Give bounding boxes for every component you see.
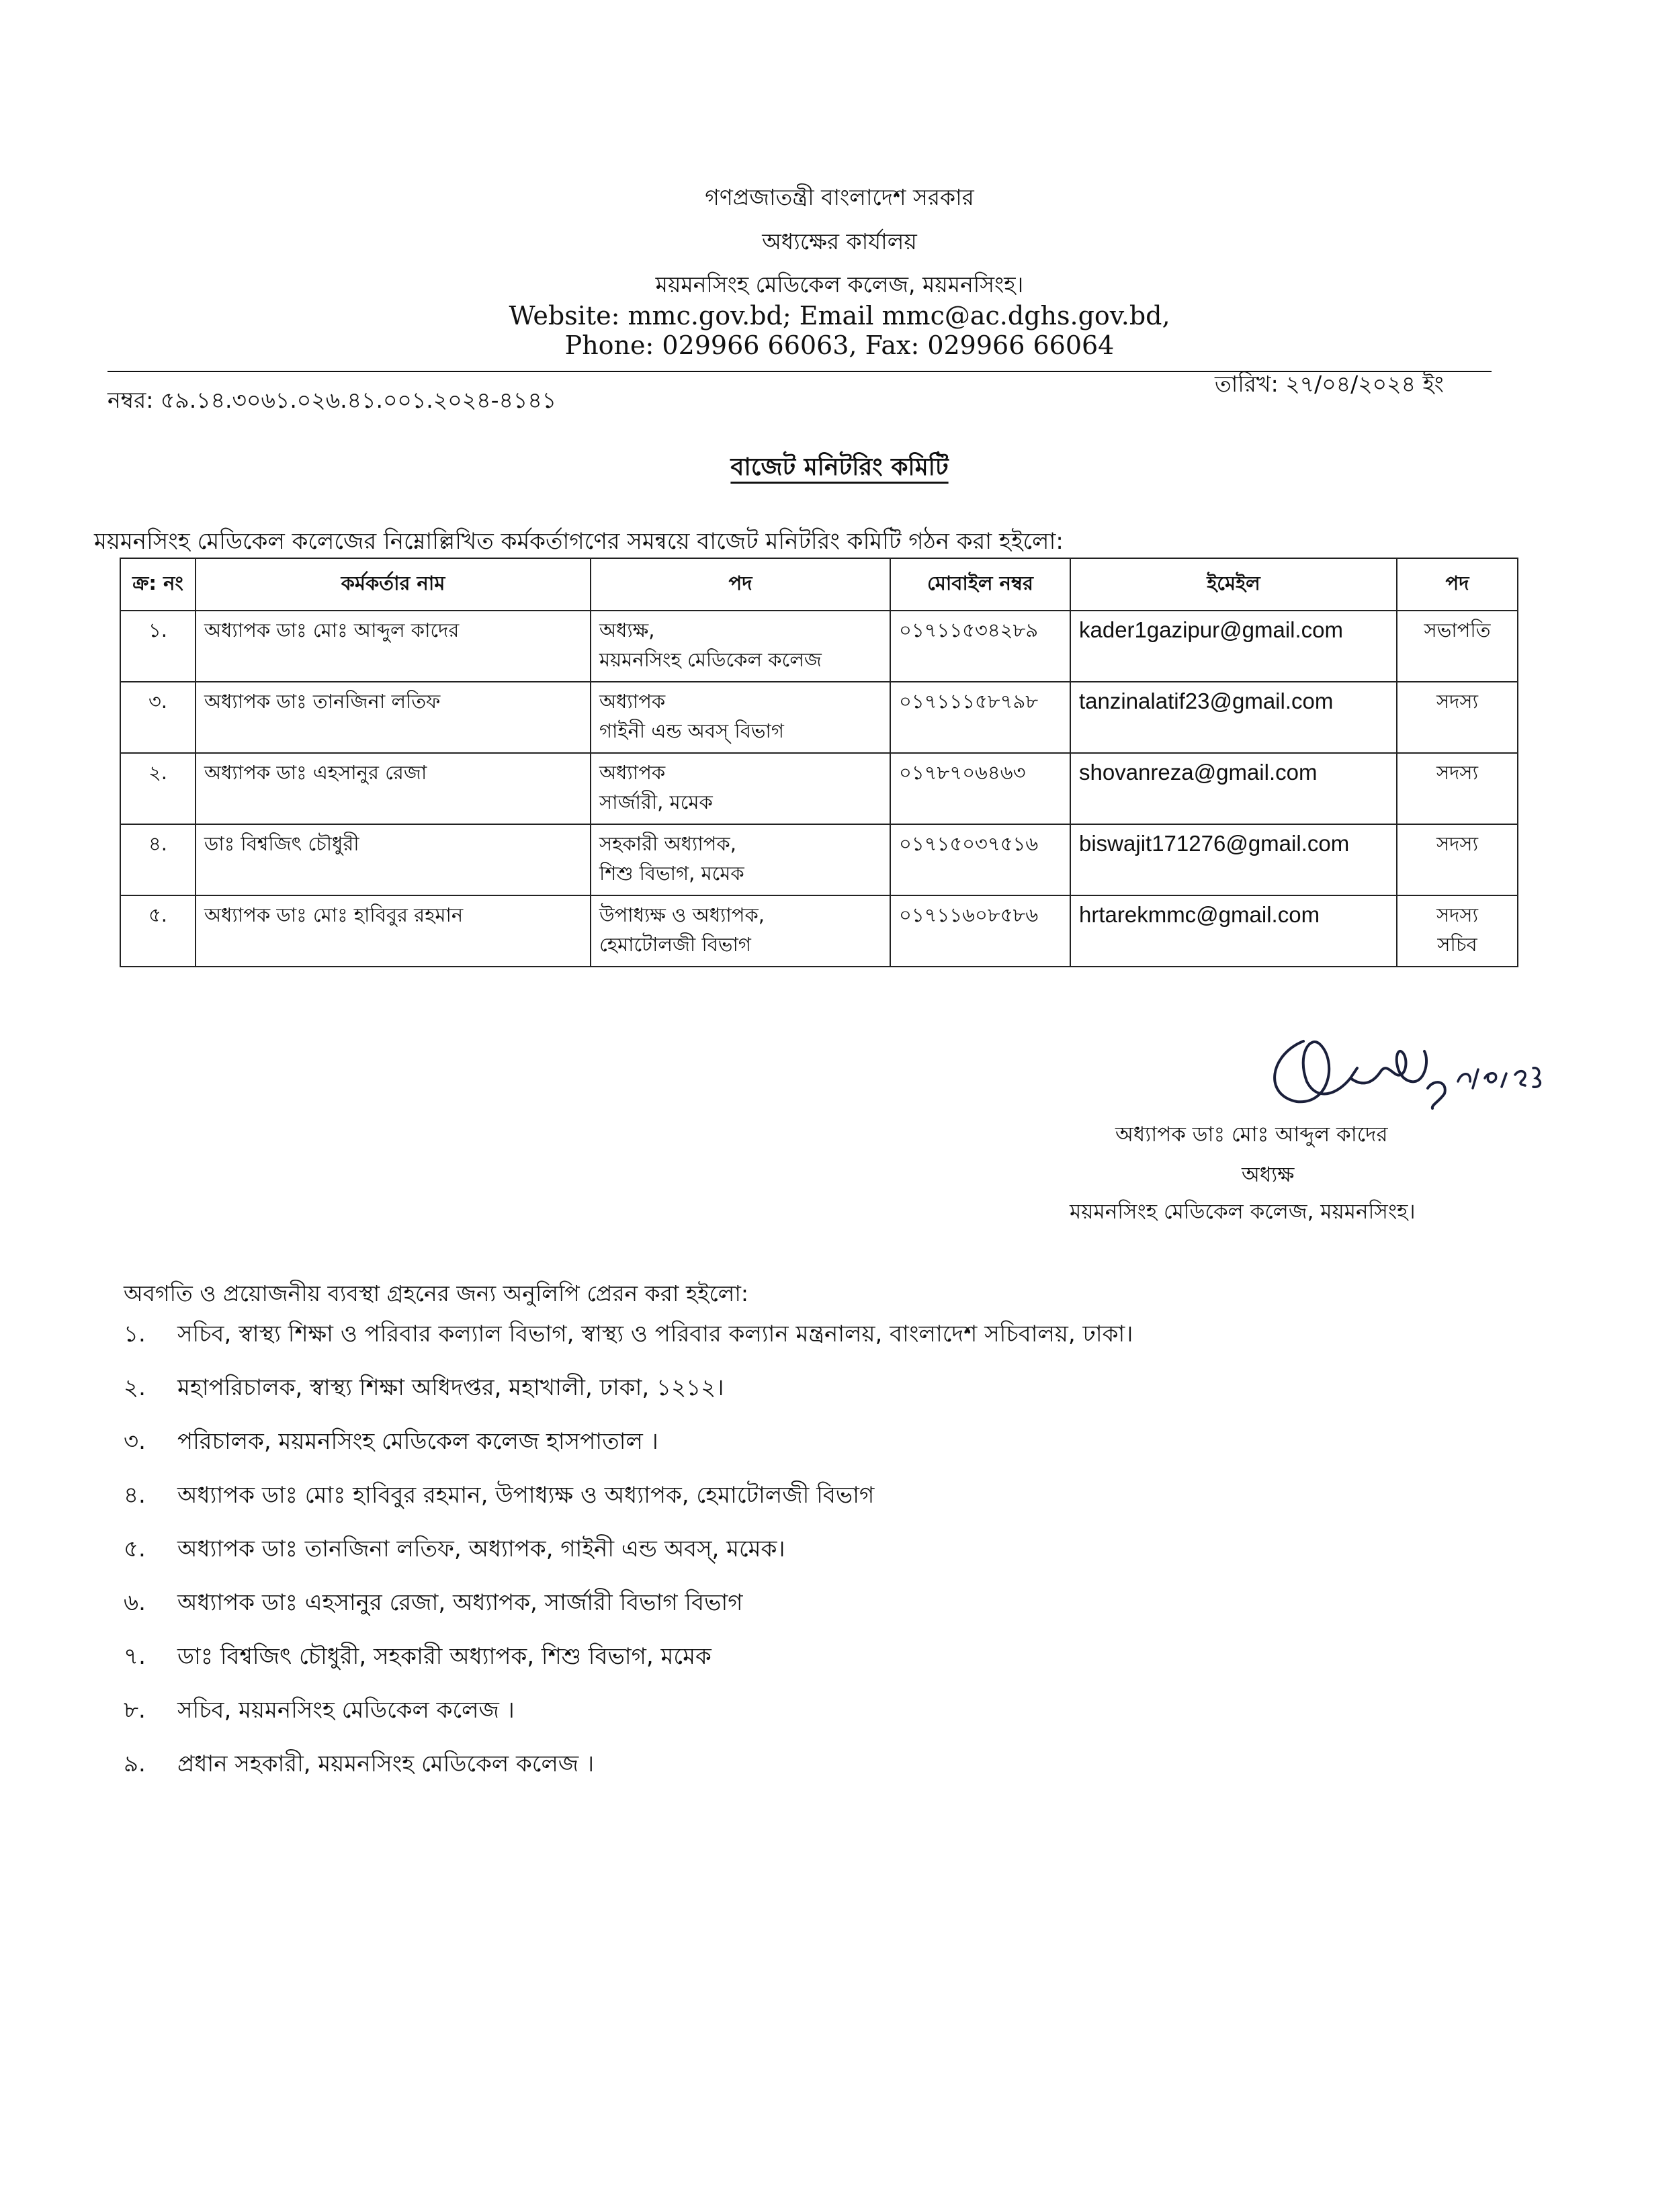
cell-post-line2: ময়মনসিংহ মেডিকেল কলেজ <box>599 648 822 671</box>
cell-name: অধ্যাপক ডাঃ মোঃ হাবিবুর রহমান <box>196 895 591 967</box>
header-line-phone: Phone: 029966 66063, Fax: 029966 66064 <box>564 330 1115 360</box>
cell-serial: ৪. <box>120 824 196 895</box>
cell-post <box>591 682 890 753</box>
memo-number: নম্বর: ৫৯.১৪.৩০৬১.০২৬.৪১.০০১.২০২৪-৪১৪১ <box>107 387 557 413</box>
header-email: ইমেইল <box>1070 558 1397 611</box>
list-item-number: ৭. <box>124 1643 146 1670</box>
cell-post-line2: শিশু বিভাগ, মমেক <box>599 862 744 885</box>
cell-name: অধ্যাপক ডাঃ এহসানুর রেজা <box>196 753 591 824</box>
cell-post-line1: সহকারী অধ্যাপক, <box>599 832 736 855</box>
list-item-number: ৩. <box>124 1428 146 1455</box>
cell-mobile: ০১৭৮৭০৬৪৬৩ <box>890 753 1070 824</box>
header-post: পদ <box>591 558 890 611</box>
header-serial: ক্র: নং <box>120 558 196 611</box>
cell-role <box>1397 682 1518 753</box>
cell-serial: ৩. <box>120 682 196 753</box>
list-item-number: ৬. <box>124 1589 146 1616</box>
cell-role <box>1397 895 1518 967</box>
header-name: কর্মকর্তার নাম <box>196 558 591 611</box>
list-item-text: অধ্যাপক ডাঃ তানজিনা লতিফ, অধ্যাপক, গাইনী এন্ড অবস্, মমেক। <box>177 1536 785 1562</box>
cell-post-line1: অধ্যাপক <box>599 761 666 784</box>
table-row <box>120 682 1518 753</box>
memo-date: তারিখ: ২৭/০৪/২০২৪ ইং <box>1215 371 1444 397</box>
list-item-text: পরিচালক, ময়মনসিংহ মেডিকেল কলেজ হাসপাতাল । <box>177 1428 658 1455</box>
table-row <box>120 824 1518 895</box>
list-item-number: ৮. <box>124 1697 146 1724</box>
handwritten-signature <box>1256 1014 1565 1122</box>
list-item-number: ৯. <box>124 1751 146 1777</box>
cell-role <box>1397 824 1518 895</box>
list-item-text: ডাঃ বিশ্বজিৎ চৌধুরী, সহকারী অধ্যাপক, শিশু বিভাগ, মমেক <box>177 1643 712 1670</box>
signatory-office: ময়মনসিংহ মেডিকেল কলেজ, ময়মনসিংহ। <box>1070 1200 1416 1224</box>
cell-serial: ২. <box>120 753 196 824</box>
cell-role-line1: সদস্য <box>1436 761 1478 784</box>
header-line-college: ময়মনসিংহ মেডিকেল কলেজ, ময়মনসিংহ। <box>655 271 1024 298</box>
list-item-text: মহাপরিচালক, স্বাস্থ্য শিক্ষা অধিদপ্তর, মহাখালী, ঢাকা, ১২১২। <box>177 1374 724 1401</box>
list-item-number: ১. <box>124 1321 146 1347</box>
cell-post-line2: গাইনী এন্ড অবস্ বিভাগ <box>599 719 784 742</box>
list-item-text: অধ্যাপক ডাঃ এহসানুর রেজা, অধ্যাপক, সার্জারী বিভাগ বিভাগ <box>177 1589 743 1616</box>
cell-post <box>591 895 890 967</box>
list-item-text: প্রধান সহকারী, ময়মনসিংহ মেডিকেল কলেজ । <box>177 1751 595 1777</box>
list-item-text: সচিব, ময়মনসিংহ মেডিকেল কলেজ । <box>177 1697 515 1724</box>
list-item-text: সচিব, স্বাস্থ্য শিক্ষা ও পরিবার কল্যাল বিভাগ, স্বাস্থ্য ও পরিবার কল্যান মন্ত্রনালয়, বাংলাদেশ সচিবালয়, ঢাকা। <box>177 1321 1133 1347</box>
cell-name: অধ্যাপক ডাঃ মোঃ আব্দুল কাদের <box>196 611 591 682</box>
cell-email: kader1gazipur@gmail.com <box>1070 611 1397 682</box>
header-line-government: গণপ্রজাতন্ত্রী বাংলাদেশ সরকার <box>705 184 974 210</box>
header-line-website: Website: mmc.gov.bd; Email mmc@ac.dghs.gov.bd, <box>509 301 1170 330</box>
cell-role <box>1397 611 1518 682</box>
cell-role-line1: সভাপতি <box>1424 619 1491 642</box>
table-row <box>120 611 1518 682</box>
header-mobile: মোবাইল নম্বর <box>890 558 1070 611</box>
intro-text: ময়মনসিংহ মেডিকেল কলেজের নিম্নোল্লিখিত কর্মকর্তাগণের সমন্বয়ে বাজেট মনিটরিং কমিটি গঠন করা হইলো: <box>94 528 1064 555</box>
cell-email: biswajit171276@gmail.com <box>1070 824 1397 895</box>
cell-post-line2: হেমাটোলজী বিভাগ <box>599 933 751 956</box>
signatory-designation: অধ্যক্ষ <box>1242 1163 1295 1187</box>
cell-email: tanzinalatif23@gmail.com <box>1070 682 1397 753</box>
cell-post-line1: উপাধ্যক্ষ ও অধ্যাপক, <box>599 903 765 926</box>
signatory-name: অধ্যাপক ডাঃ মোঃ আব্দুল কাদের <box>1115 1122 1388 1147</box>
cell-mobile: ০১৭১১৫৩৪২৮৯ <box>890 611 1070 682</box>
cell-post-line1: অধ্যক্ষ, <box>599 619 655 642</box>
header-committee-role: পদ <box>1397 558 1518 611</box>
cell-post <box>591 824 890 895</box>
cell-post-line1: অধ্যাপক <box>599 690 666 713</box>
table-row <box>120 753 1518 824</box>
list-item-number: ৪. <box>124 1482 146 1509</box>
cell-post <box>591 611 890 682</box>
header-line-office: অধ্যক্ষের কার্যালয় <box>762 228 917 255</box>
cell-role-line2: সচিব <box>1437 933 1477 956</box>
cell-role <box>1397 753 1518 824</box>
list-item-number: ৫. <box>124 1536 146 1562</box>
list-item-number: ২. <box>124 1374 146 1401</box>
cell-post-line2: সার্জারী, মমেক <box>599 791 713 813</box>
cell-mobile: ০১৭১১৬০৮৫৮৬ <box>890 895 1070 967</box>
cell-serial: ৫. <box>120 895 196 967</box>
cell-serial: ১. <box>120 611 196 682</box>
table-header-row <box>120 558 1518 611</box>
page-title: বাজেট মনিটরিং কমিটি <box>730 453 949 481</box>
list-item-text: অধ্যাপক ডাঃ মোঃ হাবিবুর রহমান, উপাধ্যক্ষ ও অধ্যাপক, হেমাটোলজী বিভাগ <box>177 1482 875 1509</box>
cell-role-line1: সদস্য <box>1436 903 1478 926</box>
cell-email: shovanreza@gmail.com <box>1070 753 1397 824</box>
cell-email: hrtarekmmc@gmail.com <box>1070 895 1397 967</box>
table-row <box>120 895 1518 967</box>
cell-mobile: ০১৭১৫০৩৭৫১৬ <box>890 824 1070 895</box>
cell-name: ডাঃ বিশ্বজিৎ চৌধুরী <box>196 824 591 895</box>
committee-table <box>120 558 1518 967</box>
cell-post <box>591 753 890 824</box>
cell-role-line1: সদস্য <box>1436 690 1478 713</box>
cell-role-line1: সদস্য <box>1436 832 1478 855</box>
cell-mobile: ০১৭১১১৫৮৭৯৮ <box>890 682 1070 753</box>
copy-heading: অবগতি ও প্রয়োজনীয় ব্যবস্থা গ্রহনের জন্য অনুলিপি প্রেরন করা হইলো: <box>124 1280 749 1307</box>
cell-name: অধ্যাপক ডাঃ তানজিনা লতিফ <box>196 682 591 753</box>
